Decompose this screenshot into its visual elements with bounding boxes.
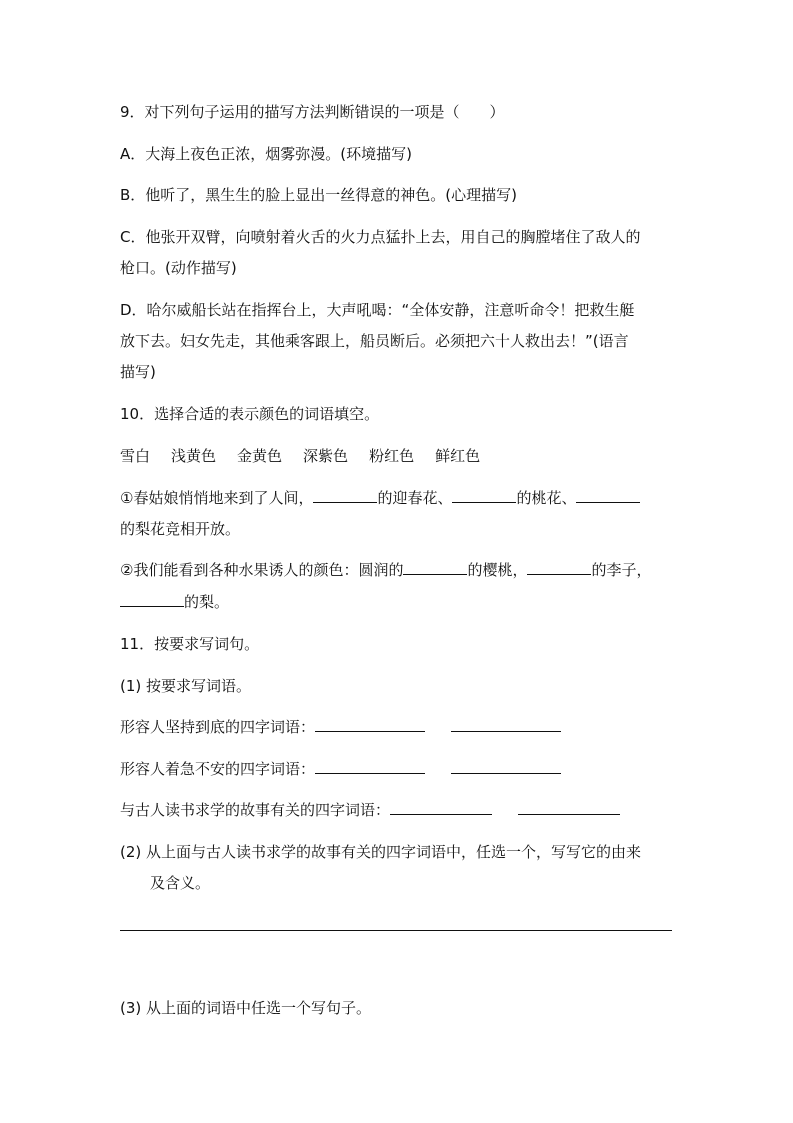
q10-part1-text-c: 的桃花、 — [516, 489, 577, 507]
q11-sub3: (3) 从上面的词语中任选一个写句子。 — [120, 999, 372, 1017]
q9-stem: 9．对下列句子运用的描写方法判断错误的一项是（ ） — [120, 103, 505, 121]
q11-row2-label: 形容人着急不安的四字词语： — [120, 760, 316, 778]
word-bank-item: 雪白 — [120, 447, 151, 465]
answer-line[interactable] — [120, 930, 672, 931]
q9-option-d-line1: D．哈尔威船长站在指挥台上，大声吼喝：“全体安静，注意听命令！把救生艇 — [120, 301, 635, 319]
q10-part2-text-d: 的梨。 — [184, 593, 230, 611]
q10-part2-text-b: 的樱桃， — [467, 561, 528, 579]
fill-blank[interactable] — [576, 488, 640, 503]
q9-option-b: B．他听了，黑生生的脸上显出一丝得意的神色。(心理描写) — [120, 186, 517, 204]
q9-option-c-line2: 枪口。(动作描写) — [120, 259, 237, 277]
q11-row3 — [120, 800, 620, 820]
fill-blank[interactable] — [527, 560, 591, 575]
answer-blank[interactable] — [315, 759, 425, 774]
q9-option-d-line2: 放下去。妇女先走，其他乘客跟上，船员断后。必须把六十人救出去！”(语言 — [120, 332, 629, 350]
answer-blank[interactable] — [451, 717, 561, 732]
word-bank-item: 浅黄色 — [171, 447, 217, 465]
q10-part2-line2 — [120, 592, 229, 612]
q11-sub1: (1) 按要求写词语。 — [120, 677, 252, 695]
word-bank-item: 金黄色 — [237, 447, 283, 465]
q10-stem: 10．选择合适的表示颜色的词语填空。 — [120, 405, 380, 423]
q10-word-bank — [120, 446, 501, 466]
word-bank-item: 粉红色 — [369, 447, 415, 465]
fill-blank[interactable] — [452, 488, 516, 503]
q11-row3-label: 与古人读书求学的故事有关的四字词语： — [120, 801, 391, 819]
fill-blank[interactable] — [403, 560, 467, 575]
q9-option-a: A．大海上夜色正浓，烟雾弥漫。(环境描写) — [120, 145, 412, 163]
q10-part1-line1 — [120, 488, 640, 508]
answer-blank[interactable] — [451, 759, 561, 774]
q9-option-c-line1: C．他张开双臂，向喷射着火舌的火力点猛扑上去，用自己的胸膛堵住了敌人的 — [120, 228, 641, 246]
answer-blank[interactable] — [315, 717, 425, 732]
word-bank-item: 鲜红色 — [435, 447, 481, 465]
q11-sub2-line2: 及含义。 — [150, 874, 211, 892]
fill-blank[interactable] — [120, 592, 184, 607]
q10-part2-line1 — [120, 560, 651, 580]
q10-part2-text-c: 的李子， — [591, 561, 652, 579]
answer-blank[interactable] — [390, 800, 492, 815]
q10-part1-text-a: ①春姑娘悄悄地来到了人间， — [120, 489, 314, 507]
fill-blank[interactable] — [313, 488, 377, 503]
word-bank-item: 深紫色 — [303, 447, 349, 465]
q11-row1 — [120, 717, 561, 737]
q11-stem: 11．按要求写词句。 — [120, 635, 260, 653]
q11-sub2-line1: (2) 从上面与古人读书求学的故事有关的四字词语中，任选一个，写写它的由来 — [120, 843, 642, 861]
q11-row1-label: 形容人坚持到底的四字词语： — [120, 718, 316, 736]
q10-part2-text-a: ②我们能看到各种水果诱人的颜色：圆润的 — [120, 561, 404, 579]
answer-blank[interactable] — [518, 800, 620, 815]
q10-part1-line2: 的梨花竞相开放。 — [120, 520, 241, 538]
q11-row2 — [120, 759, 561, 779]
q10-part1-text-b: 的迎春花、 — [377, 489, 453, 507]
q9-option-d-line3: 描写) — [120, 363, 156, 381]
